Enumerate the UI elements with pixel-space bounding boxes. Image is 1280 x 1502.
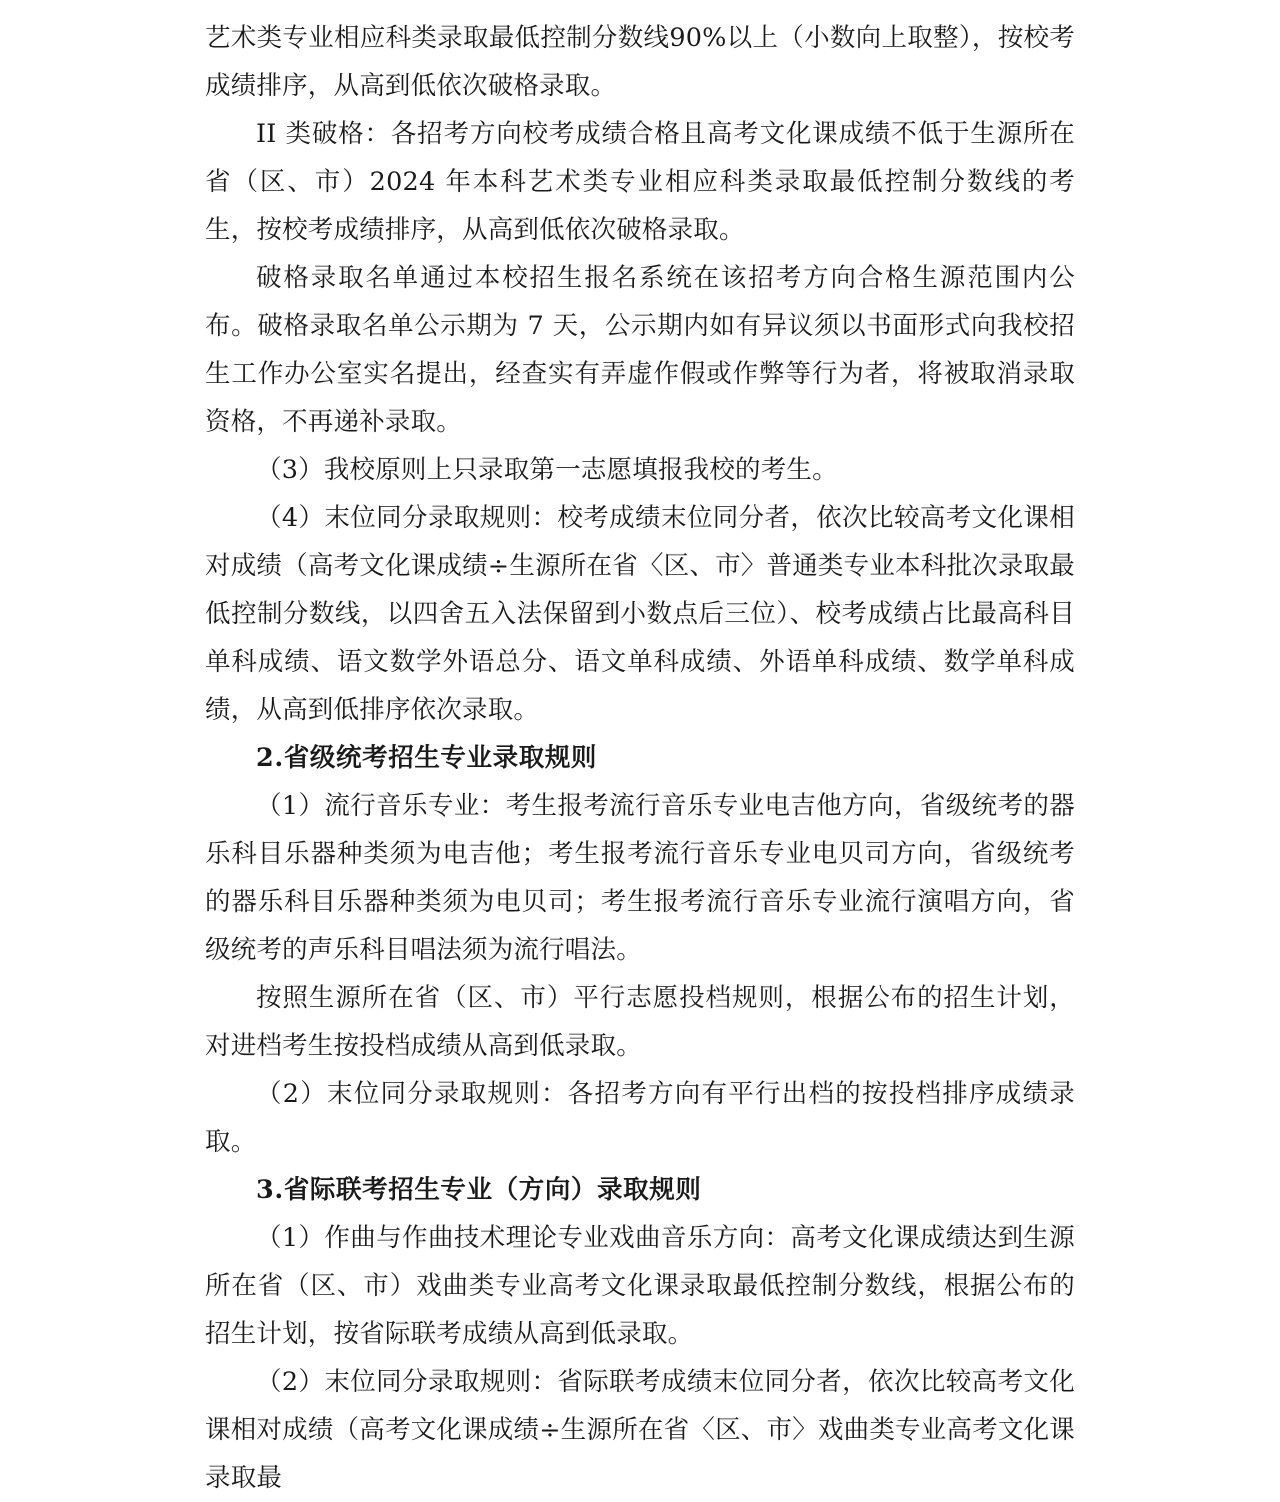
paragraph-sec2-item-2: （2）末位同分录取规则：各招考方向有平行出档的按投档排序成绩录取。	[205, 1079, 1075, 1157]
heading-interprovincial-joint-exam: 3.省际联考招生专业（方向）录取规则	[256, 1175, 702, 1205]
paragraph-type-2-breakthrough: II 类破格：各招考方向校考成绩合格且高考文化课成绩不低于生源所在省（区、市）2024 年本科艺术类专业相应科类录取最低控制分数线的考生，按校考成绩排序，从高到低依次破格录取。	[205, 119, 1075, 245]
document-body	[205, 14, 1075, 1502]
heading-provincial-unified-exam: 2.省级统考招生专业录取规则	[256, 743, 598, 773]
paragraph-item-4: （4）末位同分录取规则：校考成绩末位同分者，依次比较高考文化课相对成绩（高考文化课成绩÷生源所在省〈区、市〉普通类专业本科批次录取最低控制分数线，以四舍五入法保留到小数点后三位）、校考成绩占比最高科目单科成绩、语文数学外语总分、语文单科成绩、外语单科成绩、数学单科成绩，从高到低排序依次录取。	[205, 503, 1075, 725]
paragraph-sec2-item-1: （1）流行音乐专业：考生报考流行音乐专业电吉他方向，省级统考的器乐科目乐器种类须为电吉他；考生报考流行音乐专业电贝司方向，省级统考的器乐科目乐器种类须为电贝司；考生报考流行音乐专业流行演唱方向，省级统考的声乐科目唱法须为流行唱法。	[205, 791, 1075, 965]
paragraph-sec2-parallel: 按照生源所在省（区、市）平行志愿投档规则，根据公布的招生计划，对进档考生按投档成绩从高到低录取。	[205, 983, 1075, 1061]
paragraph-publicity-list: 破格录取名单通过本校招生报名系统在该招考方向合格生源范围内公布。破格录取名单公示期为 7 天，公示期内如有异议须以书面形式向我校招生工作办公室实名提出，经查实有弄虚作假或作弊等行为者，将被取消录取资格，不再递补录取。	[205, 263, 1075, 437]
paragraph-art-score-line: 艺术类专业相应科类录取最低控制分数线90%以上（小数向上取整），按校考成绩排序，从高到低依次破格录取。	[205, 23, 1075, 101]
paragraph-sec3-item-2: （2）末位同分录取规则：省际联考成绩末位同分者，依次比较高考文化课相对成绩（高考文化课成绩÷生源所在省〈区、市〉戏曲类专业高考文化课录取最	[205, 1367, 1075, 1493]
paragraph-sec3-item-1: （1）作曲与作曲技术理论专业戏曲音乐方向：高考文化课成绩达到生源所在省（区、市）戏曲类专业高考文化课录取最低控制分数线，根据公布的招生计划，按省际联考成绩从高到低录取。	[205, 1223, 1075, 1349]
paragraph-item-3: （3）我校原则上只录取第一志愿填报我校的考生。	[256, 455, 838, 485]
